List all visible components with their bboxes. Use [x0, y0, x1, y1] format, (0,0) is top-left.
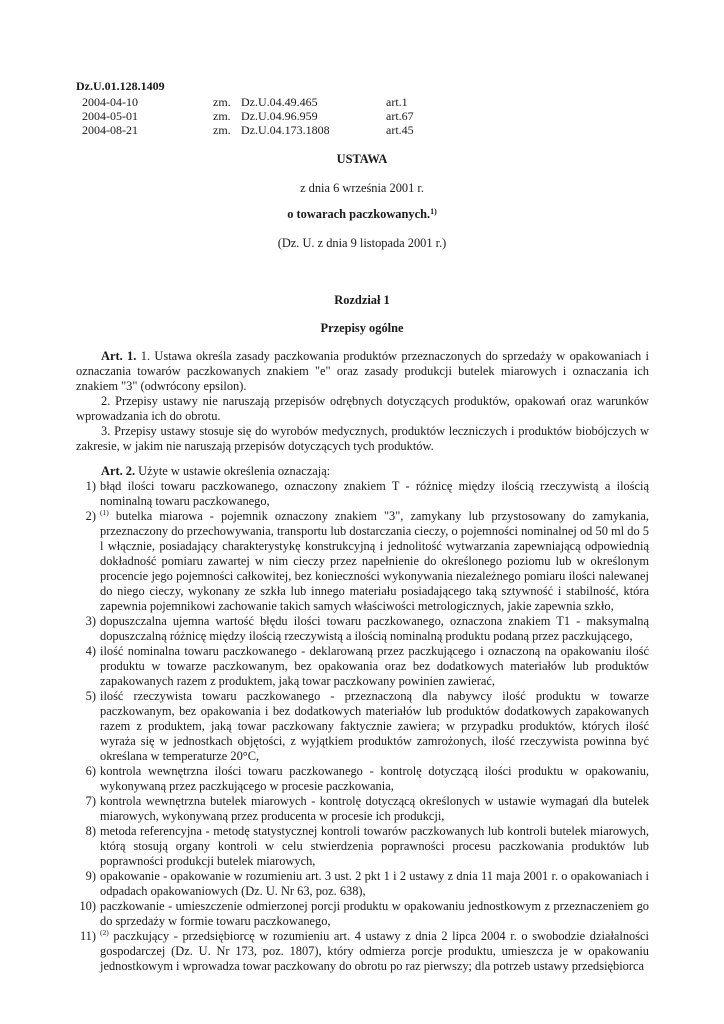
definition-number: 10) — [79, 899, 96, 913]
article-1-para-3: 3. Przepisy ustawy stosuje się do wyrobów medycznych, produktów leczniczych i produktów biobójczych w zakresie, w jakim nie naruszają przepisów dotyczących tych produktów. — [76, 424, 649, 453]
definition-footnote-marker: (2) — [100, 928, 109, 937]
article-2-label: Art. 2. — [101, 464, 136, 478]
publication-note: (Dz. U. z dnia 9 listopada 2001 r.) — [277, 236, 447, 250]
article-1-para-2: 2. Przepisy ustawy nie naruszają przepisów odrębnych dotyczących produktów, opakowań oraz warunków wprowadzania ich do obrotu. — [76, 394, 649, 423]
definition-text: butelka miarowa - pojemnik oznaczony znakiem "3", zamykany lub przystosowany do zamykania, przeznaczony do przechowywania, transportu lub dostarczania cieczy, o pojemności nominalnej od 50 ml do 5 l włącznie, posiadający charakterystykę konstrukcyjną i jednolitość wytwarzania zapewniającą odpowiednią dokładność pomiaru zawartej w nim cieczy przez napełnienie do określonego poziomu lub w określonym procencie jego pojemności całkowitej, bez konieczności wykonywania niezależnego pomiaru ilości nalewanej do niego cieczy, wykonany ze szkła lub innego materiału posiadającego taką sztywność i stabilność, która zapewnia pojemnikowi zachowanie takich samych właściwości metrologicznych, jakie zapewnia szkło, — [100, 509, 649, 613]
definition-footnote-marker: (1) — [100, 508, 109, 517]
article-1-para-1 — [76, 349, 649, 394]
chapter-title: Przepisy ogólne — [320, 321, 404, 335]
definitions-list — [76, 479, 649, 974]
definition-item — [76, 644, 649, 689]
definition-text: ilość rzeczywista towaru paczkowanego - przeznaczoną dla nabywcy ilość produktu w towarze paczkowanym, bez opakowania i bez dodatkowych materiałów lub produktów dodatkowych zapakowanych razem z produktem, jaką towar paczkowany faktycznie zawiera; w przypadku produktów, których ilość wyraża się w jednostkach objętości, z wyjątkiem produktów zamrożonych, ilość rzeczywista powinna być określana w temperaturze 20°C, — [100, 689, 649, 763]
amendment-ref: Dz.U.04.173.1808 — [241, 123, 330, 137]
chapter-heading: Rozdział 1 — [334, 293, 390, 307]
article-2 — [76, 464, 649, 974]
amendment-row — [82, 95, 482, 109]
act-subject-text: o towarach paczkowanych. — [287, 207, 431, 221]
act-subject — [0, 207, 724, 222]
amendment-row — [82, 109, 482, 123]
definition-text: błąd ilości towaru paczkowanego, oznaczony znakiem T - różnicę między ilością rzeczywistą a ilością nominalną towaru paczkowanego, — [100, 479, 649, 508]
definition-text: dopuszczalna ujemna wartość błędu ilości towaru paczkowanego, oznaczona znakiem T1 - maksymalną dopuszczalną różnicę między ilością rzeczywistą a ilością nominalną produktu podaną przez paczkującego, — [100, 614, 649, 643]
definition-number: 5) — [85, 689, 96, 703]
definition-item — [76, 869, 649, 899]
amendment-date: 2004-04-10 — [82, 95, 138, 109]
definition-item — [76, 824, 649, 869]
act-date: z dnia 6 września 2001 r. — [300, 181, 424, 195]
definition-number: 9) — [85, 869, 96, 883]
definition-text: kontrola wewnętrzna butelek miarowych - kontrolę dotyczącą określonych w ustawie wymagań dla butelek miarowych, wykonywaną przez producenta w procesie ich produkcji, — [100, 794, 649, 823]
definition-item — [76, 794, 649, 824]
amendment-art: art.67 — [386, 109, 414, 123]
amendment-zm: zm. — [213, 95, 231, 109]
definition-number: 6) — [85, 764, 96, 778]
definition-text: kontrola wewnętrzna ilości towaru paczkowanego - kontrolę dotyczącą ilości produktu w opakowaniu, wykonywaną przez paczkującego w procesie paczkowania, — [100, 764, 649, 793]
definition-text: opakowanie - opakowanie w rozumieniu art. 3 ust. 2 pkt 1 i 2 ustawy z dnia 11 maja 2001 r. o opakowaniach i odpadach opakowaniowych (Dz. U. Nr 63, poz. 638), — [100, 869, 649, 898]
subject-footnote-marker: 1) — [430, 207, 437, 216]
definition-item — [76, 479, 649, 509]
definition-number: 3) — [85, 614, 96, 628]
article-1 — [76, 349, 649, 454]
amendment-ref: Dz.U.04.96.959 — [241, 109, 318, 123]
definition-number: 2) — [85, 509, 96, 523]
amendment-ref: Dz.U.04.49.465 — [241, 95, 318, 109]
definition-item — [76, 614, 649, 644]
definition-text: metoda referencyjna - metodę statystycznej kontroli towarów paczkowanych lub kontroli butelek miarowych, którą stosują organy kontroli w celu stwierdzenia poprawności procesu paczkowania produktów lub poprawności produkcji butelek miarowych, — [100, 824, 649, 868]
definition-item — [76, 929, 649, 974]
definition-text: paczkujący - przedsiębiorcę w rozumieniu art. 4 ustawy z dnia 2 lipca 2004 r. o swobodzie działalności gospodarczej (Dz. U. Nr 173, poz. 1807), który odmierza porcje produktu, umieszcza je w opakowaniu jednostkowym i wprowadza towar paczkowany do obrotu po raz pierwszy; dla potrzeb ustawy przedsiębiorca — [100, 929, 649, 973]
definition-item — [76, 509, 649, 614]
definition-number: 8) — [85, 824, 96, 838]
article-1-label: Art. 1. — [101, 349, 137, 363]
definition-number: 11) — [79, 929, 96, 943]
amendment-zm: zm. — [213, 109, 231, 123]
amendment-art: art.45 — [386, 123, 414, 137]
amendments-list — [82, 95, 482, 137]
amendment-zm: zm. — [213, 123, 231, 137]
amendment-art: art.1 — [386, 95, 408, 109]
amendment-date: 2004-08-21 — [82, 123, 138, 137]
journal-reference: Dz.U.01.128.1409 — [76, 79, 165, 93]
definition-number: 1) — [85, 479, 96, 493]
article-1-text-1: 1. Ustawa określa zasady paczkowania produktów przeznaczonych do sprzedaży w opakowaniach i oznaczania towarów paczkowanych znakiem "e" oraz zasady produkcji butelek miarowych i oznaczania ich znakiem "3" (odwrócony epsilon). — [76, 349, 649, 393]
definition-number: 4) — [85, 644, 96, 658]
definition-item — [76, 689, 649, 764]
definition-text: ilość nominalna towaru paczkowanego - deklarowaną przez paczkującego i oznaczoną na opakowaniu ilość produktu w towarze paczkowanym, bez opakowania oraz bez dodatkowych materiałów lub produktów zapakowanych razem z produktem, jaką towar paczkowany powinien zawierać, — [100, 644, 649, 688]
amendment-row — [82, 123, 482, 137]
article-2-intro — [76, 464, 649, 479]
act-title: USTAWA — [336, 152, 388, 166]
definition-text: paczkowanie - umieszczenie odmierzonej porcji produktu w opakowaniu jednostkowym z przeznaczeniem go do sprzedaży w formie towaru paczkowanego, — [100, 899, 649, 928]
amendment-date: 2004-05-01 — [82, 109, 138, 123]
definition-number: 7) — [85, 794, 96, 808]
definition-item — [76, 899, 649, 929]
definition-item — [76, 764, 649, 794]
article-2-intro-text: Użyte w ustawie określenia oznaczają: — [138, 464, 331, 478]
